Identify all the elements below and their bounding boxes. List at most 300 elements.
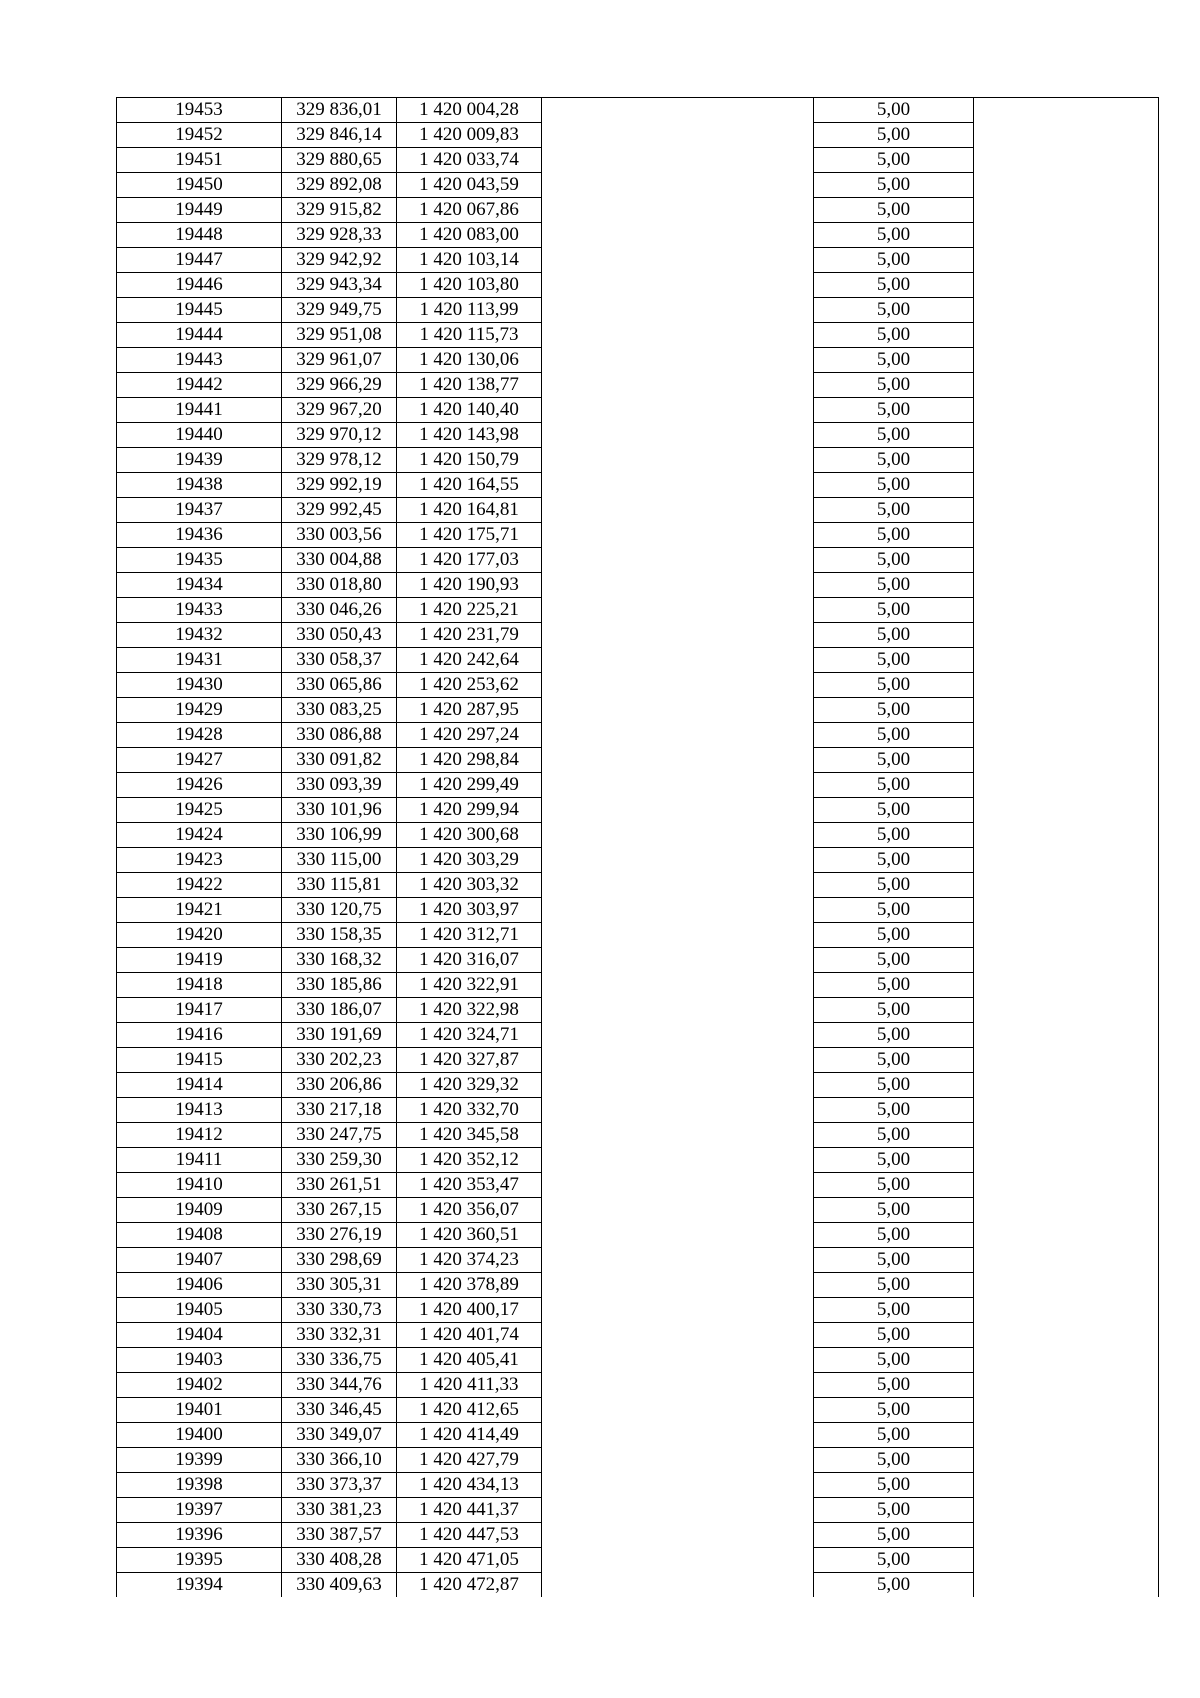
y-coordinate-cell: 1 420 441,37 [397,1498,542,1523]
y-coordinate-cell: 1 420 412,65 [397,1398,542,1423]
point-number-cell: 19402 [117,1373,282,1398]
y-coordinate-cell: 1 420 360,51 [397,1223,542,1248]
x-coordinate-cell: 329 961,07 [282,348,397,373]
y-coordinate-cell: 1 420 287,95 [397,698,542,723]
note-cell [974,1423,1159,1448]
note-cell [974,1248,1159,1273]
point-number-cell: 19408 [117,1223,282,1248]
y-coordinate-cell: 1 420 400,17 [397,1298,542,1323]
note-cell [974,1123,1159,1148]
empty-cell [542,1373,814,1398]
table-row [117,298,1159,323]
empty-cell [542,1348,814,1373]
y-coordinate-cell: 1 420 345,58 [397,1123,542,1148]
empty-cell [542,948,814,973]
x-coordinate-cell: 329 942,92 [282,248,397,273]
note-cell [974,1223,1159,1248]
y-coordinate-cell: 1 420 299,49 [397,773,542,798]
value-cell: 5,00 [814,473,974,498]
value-cell: 5,00 [814,898,974,923]
table-row [117,1098,1159,1123]
point-number-cell: 19399 [117,1448,282,1473]
table-row [117,1398,1159,1423]
empty-cell [542,548,814,573]
empty-cell [542,1548,814,1573]
x-coordinate-cell: 330 217,18 [282,1098,397,1123]
x-coordinate-cell: 330 058,37 [282,648,397,673]
point-number-cell: 19405 [117,1298,282,1323]
x-coordinate-cell: 330 346,45 [282,1398,397,1423]
point-number-cell: 19400 [117,1423,282,1448]
table-row [117,1073,1159,1098]
x-coordinate-cell: 330 267,15 [282,1198,397,1223]
y-coordinate-cell: 1 420 231,79 [397,623,542,648]
x-coordinate-cell: 329 966,29 [282,373,397,398]
point-number-cell: 19409 [117,1198,282,1223]
note-cell [974,773,1159,798]
y-coordinate-cell: 1 420 103,80 [397,273,542,298]
point-number-cell: 19404 [117,1323,282,1348]
note-cell [974,1448,1159,1473]
value-cell: 5,00 [814,1523,974,1548]
note-cell [974,498,1159,523]
table-row [117,423,1159,448]
note-cell [974,1273,1159,1298]
empty-cell [542,373,814,398]
note-cell [974,1298,1159,1323]
x-coordinate-cell: 330 046,26 [282,598,397,623]
x-coordinate-cell: 330 115,81 [282,873,397,898]
point-number-cell: 19432 [117,623,282,648]
value-cell: 5,00 [814,748,974,773]
note-cell [974,548,1159,573]
note-cell [974,98,1159,123]
x-coordinate-cell: 330 332,31 [282,1323,397,1348]
table-row [117,623,1159,648]
point-number-cell: 19416 [117,1023,282,1048]
point-number-cell: 19401 [117,1398,282,1423]
table-row [117,1123,1159,1148]
empty-cell [542,773,814,798]
note-cell [974,273,1159,298]
point-number-cell: 19439 [117,448,282,473]
x-coordinate-cell: 329 967,20 [282,398,397,423]
table-row [117,373,1159,398]
empty-cell [542,398,814,423]
table-row [117,973,1159,998]
empty-cell [542,323,814,348]
point-number-cell: 19446 [117,273,282,298]
x-coordinate-cell: 329 846,14 [282,123,397,148]
point-number-cell: 19436 [117,523,282,548]
empty-cell [542,1198,814,1223]
point-number-cell: 19417 [117,998,282,1023]
y-coordinate-cell: 1 420 067,86 [397,198,542,223]
table-row [117,173,1159,198]
note-cell [974,1498,1159,1523]
empty-cell [542,798,814,823]
x-coordinate-cell: 329 970,12 [282,423,397,448]
table-row [117,473,1159,498]
table-row [117,1498,1159,1523]
empty-cell [542,598,814,623]
x-coordinate-cell: 330 106,99 [282,823,397,848]
point-number-cell: 19418 [117,973,282,998]
table-row [117,223,1159,248]
table-row [117,148,1159,173]
table-row [117,723,1159,748]
point-number-cell: 19444 [117,323,282,348]
x-coordinate-cell: 330 344,76 [282,1373,397,1398]
note-cell [974,648,1159,673]
y-coordinate-cell: 1 420 447,53 [397,1523,542,1548]
value-cell: 5,00 [814,973,974,998]
value-cell: 5,00 [814,223,974,248]
note-cell [974,673,1159,698]
point-number-cell: 19437 [117,498,282,523]
empty-cell [542,1048,814,1073]
note-cell [974,873,1159,898]
note-cell [974,1098,1159,1123]
note-cell [974,223,1159,248]
table-row [117,523,1159,548]
value-cell: 5,00 [814,1198,974,1223]
empty-cell [542,473,814,498]
note-cell [974,823,1159,848]
point-number-cell: 19423 [117,848,282,873]
x-coordinate-cell: 330 050,43 [282,623,397,648]
point-number-cell: 19403 [117,1348,282,1373]
note-cell [974,1048,1159,1073]
value-cell: 5,00 [814,98,974,123]
y-coordinate-cell: 1 420 378,89 [397,1273,542,1298]
point-number-cell: 19450 [117,173,282,198]
table-row [117,1273,1159,1298]
value-cell: 5,00 [814,1223,974,1248]
point-number-cell: 19448 [117,223,282,248]
y-coordinate-cell: 1 420 083,00 [397,223,542,248]
value-cell: 5,00 [814,873,974,898]
empty-cell [542,723,814,748]
empty-cell [542,1123,814,1148]
x-coordinate-cell: 330 120,75 [282,898,397,923]
table-row [117,698,1159,723]
value-cell: 5,00 [814,423,974,448]
x-coordinate-cell: 330 086,88 [282,723,397,748]
empty-cell [542,123,814,148]
note-cell [974,123,1159,148]
note-cell [974,1473,1159,1498]
table-row [117,1048,1159,1073]
empty-cell [542,1248,814,1273]
table-row [117,1223,1159,1248]
x-coordinate-cell: 330 305,31 [282,1273,397,1298]
note-cell [974,948,1159,973]
x-coordinate-cell: 330 336,75 [282,1348,397,1373]
value-cell: 5,00 [814,948,974,973]
empty-cell [542,1173,814,1198]
empty-cell [542,98,814,123]
y-coordinate-cell: 1 420 299,94 [397,798,542,823]
x-coordinate-cell: 329 992,45 [282,498,397,523]
y-coordinate-cell: 1 420 324,71 [397,1023,542,1048]
empty-cell [542,648,814,673]
value-cell: 5,00 [814,1473,974,1498]
note-cell [974,798,1159,823]
y-coordinate-cell: 1 420 009,83 [397,123,542,148]
table-row [117,648,1159,673]
y-coordinate-cell: 1 420 150,79 [397,448,542,473]
table-row [117,323,1159,348]
y-coordinate-cell: 1 420 327,87 [397,1048,542,1073]
point-number-cell: 19412 [117,1123,282,1148]
x-coordinate-cell: 330 366,10 [282,1448,397,1473]
point-number-cell: 19422 [117,873,282,898]
point-number-cell: 19430 [117,673,282,698]
empty-cell [542,298,814,323]
empty-cell [542,1573,814,1598]
note-cell [974,423,1159,448]
note-cell [974,323,1159,348]
table-row [117,448,1159,473]
table-row [117,1148,1159,1173]
y-coordinate-cell: 1 420 352,12 [397,1148,542,1173]
note-cell [974,1323,1159,1348]
empty-cell [542,423,814,448]
y-coordinate-cell: 1 420 164,55 [397,473,542,498]
table-row [117,548,1159,573]
value-cell: 5,00 [814,1023,974,1048]
point-number-cell: 19421 [117,898,282,923]
point-number-cell: 19452 [117,123,282,148]
point-number-cell: 19396 [117,1523,282,1548]
point-number-cell: 19395 [117,1548,282,1573]
x-coordinate-cell: 329 992,19 [282,473,397,498]
y-coordinate-cell: 1 420 427,79 [397,1448,542,1473]
value-cell: 5,00 [814,323,974,348]
y-coordinate-cell: 1 420 411,33 [397,1373,542,1398]
value-cell: 5,00 [814,198,974,223]
note-cell [974,1173,1159,1198]
table-row [117,598,1159,623]
point-number-cell: 19431 [117,648,282,673]
value-cell: 5,00 [814,123,974,148]
note-cell [974,398,1159,423]
point-number-cell: 19441 [117,398,282,423]
point-number-cell: 19440 [117,423,282,448]
empty-cell [542,573,814,598]
empty-cell [542,1523,814,1548]
table-row [117,773,1159,798]
note-cell [974,1148,1159,1173]
point-number-cell: 19426 [117,773,282,798]
note-cell [974,598,1159,623]
table-row [117,1373,1159,1398]
y-coordinate-cell: 1 420 004,28 [397,98,542,123]
point-number-cell: 19435 [117,548,282,573]
point-number-cell: 19410 [117,1173,282,1198]
empty-cell [542,148,814,173]
table-row [117,98,1159,123]
value-cell: 5,00 [814,523,974,548]
empty-cell [542,823,814,848]
x-coordinate-cell: 330 158,35 [282,923,397,948]
empty-cell [542,1223,814,1248]
point-number-cell: 19453 [117,98,282,123]
value-cell: 5,00 [814,1123,974,1148]
note-cell [974,348,1159,373]
x-coordinate-cell: 329 892,08 [282,173,397,198]
table-row [117,1523,1159,1548]
y-coordinate-cell: 1 420 472,87 [397,1573,542,1598]
note-cell [974,198,1159,223]
point-number-cell: 19442 [117,373,282,398]
y-coordinate-cell: 1 420 297,24 [397,723,542,748]
value-cell: 5,00 [814,823,974,848]
value-cell: 5,00 [814,1548,974,1573]
point-number-cell: 19449 [117,198,282,223]
point-number-cell: 19413 [117,1098,282,1123]
x-coordinate-cell: 330 206,86 [282,1073,397,1098]
y-coordinate-cell: 1 420 143,98 [397,423,542,448]
value-cell: 5,00 [814,1448,974,1473]
x-coordinate-cell: 330 330,73 [282,1298,397,1323]
y-coordinate-cell: 1 420 414,49 [397,1423,542,1448]
x-coordinate-cell: 330 186,07 [282,998,397,1023]
x-coordinate-cell: 329 880,65 [282,148,397,173]
x-coordinate-cell: 329 949,75 [282,298,397,323]
value-cell: 5,00 [814,148,974,173]
empty-cell [542,1298,814,1323]
value-cell: 5,00 [814,923,974,948]
point-number-cell: 19411 [117,1148,282,1173]
empty-cell [542,173,814,198]
value-cell: 5,00 [814,248,974,273]
y-coordinate-cell: 1 420 303,97 [397,898,542,923]
table-row [117,248,1159,273]
empty-cell [542,1323,814,1348]
value-cell: 5,00 [814,1173,974,1198]
value-cell: 5,00 [814,1373,974,1398]
table-row [117,1348,1159,1373]
empty-cell [542,973,814,998]
x-coordinate-cell: 330 298,69 [282,1248,397,1273]
empty-cell [542,1398,814,1423]
point-number-cell: 19427 [117,748,282,773]
table-row [117,273,1159,298]
empty-cell [542,523,814,548]
empty-cell [542,698,814,723]
table-row [117,1323,1159,1348]
table-row [117,198,1159,223]
empty-cell [542,1073,814,1098]
empty-cell [542,1473,814,1498]
empty-cell [542,348,814,373]
table-row [117,673,1159,698]
table-row [117,798,1159,823]
value-cell: 5,00 [814,1348,974,1373]
x-coordinate-cell: 330 083,25 [282,698,397,723]
y-coordinate-cell: 1 420 115,73 [397,323,542,348]
note-cell [974,748,1159,773]
empty-cell [542,1023,814,1048]
x-coordinate-cell: 330 168,32 [282,948,397,973]
x-coordinate-cell: 330 387,57 [282,1523,397,1548]
point-number-cell: 19415 [117,1048,282,1073]
x-coordinate-cell: 329 928,33 [282,223,397,248]
x-coordinate-cell: 330 202,23 [282,1048,397,1073]
x-coordinate-cell: 329 978,12 [282,448,397,473]
value-cell: 5,00 [814,1148,974,1173]
note-cell [974,723,1159,748]
note-cell [974,1373,1159,1398]
empty-cell [542,1498,814,1523]
point-number-cell: 19429 [117,698,282,723]
empty-cell [542,748,814,773]
y-coordinate-cell: 1 420 322,91 [397,973,542,998]
table-row [117,848,1159,873]
note-cell [974,1398,1159,1423]
table-row [117,1573,1159,1598]
value-cell: 5,00 [814,723,974,748]
y-coordinate-cell: 1 420 103,14 [397,248,542,273]
point-number-cell: 19443 [117,348,282,373]
x-coordinate-cell: 330 381,23 [282,1498,397,1523]
point-number-cell: 19451 [117,148,282,173]
x-coordinate-cell: 330 261,51 [282,1173,397,1198]
table-row [117,1298,1159,1323]
point-number-cell: 19420 [117,923,282,948]
value-cell: 5,00 [814,698,974,723]
value-cell: 5,00 [814,1398,974,1423]
empty-cell [542,273,814,298]
y-coordinate-cell: 1 420 138,77 [397,373,542,398]
table-row [117,948,1159,973]
point-number-cell: 19438 [117,473,282,498]
y-coordinate-cell: 1 420 300,68 [397,823,542,848]
x-coordinate-cell: 329 943,34 [282,273,397,298]
value-cell: 5,00 [814,623,974,648]
note-cell [974,173,1159,198]
point-number-cell: 19425 [117,798,282,823]
value-cell: 5,00 [814,573,974,598]
y-coordinate-cell: 1 420 401,74 [397,1323,542,1348]
value-cell: 5,00 [814,848,974,873]
x-coordinate-cell: 329 951,08 [282,323,397,348]
x-coordinate-cell: 330 247,75 [282,1123,397,1148]
table-row [117,398,1159,423]
x-coordinate-cell: 329 836,01 [282,98,397,123]
empty-cell [542,448,814,473]
y-coordinate-cell: 1 420 303,29 [397,848,542,873]
value-cell: 5,00 [814,773,974,798]
value-cell: 5,00 [814,548,974,573]
y-coordinate-cell: 1 420 033,74 [397,148,542,173]
x-coordinate-cell: 330 409,63 [282,1573,397,1598]
note-cell [974,1073,1159,1098]
note-cell [974,1573,1159,1598]
empty-cell [542,198,814,223]
table-row [117,873,1159,898]
table-row [117,1198,1159,1223]
table-row [117,123,1159,148]
y-coordinate-cell: 1 420 190,93 [397,573,542,598]
table-row [117,998,1159,1023]
value-cell: 5,00 [814,448,974,473]
value-cell: 5,00 [814,348,974,373]
empty-cell [542,1448,814,1473]
table-row [117,348,1159,373]
